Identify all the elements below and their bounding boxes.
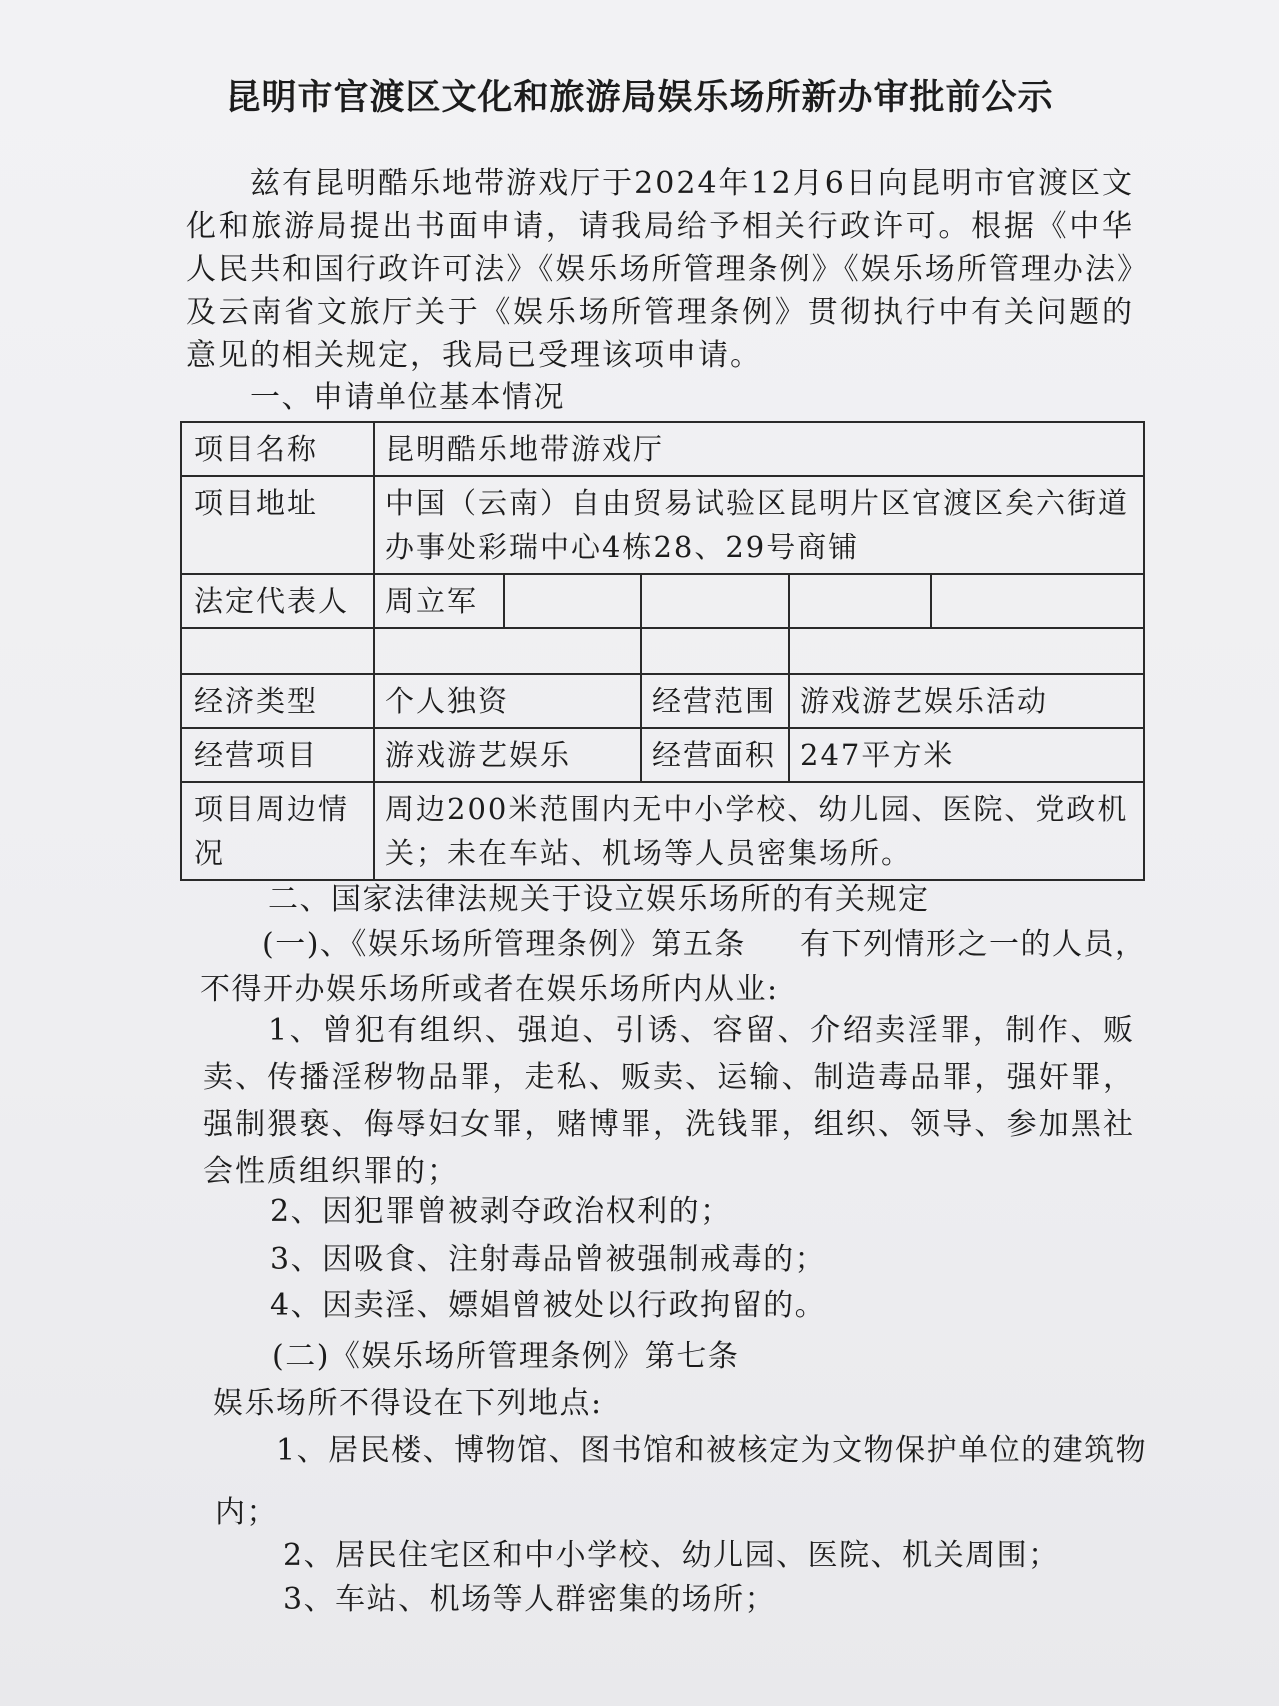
article7-item-2: 2、居民住宅区和中小学校、幼儿园、医院、机关周围； (283, 1538, 1060, 1573)
legal-rep-value: 周立军 (374, 574, 504, 628)
article5-item-2: 2、因犯罪曾被剥夺政治权利的； (270, 1194, 732, 1229)
business-area-label: 经营面积 (641, 728, 789, 782)
business-area-value: 247平方米 (789, 728, 1144, 782)
surroundings-value: 周边200米范围内无中小学校、幼儿园、医院、党政机关；未在车站、机场等人员密集场所。 (374, 782, 1144, 880)
empty-cell (641, 574, 789, 628)
article7-item-1: 1、居民楼、博物馆、图书馆和被核定为文物保护单位的建筑物 (276, 1433, 1148, 1468)
empty-cell (181, 628, 374, 674)
business-item-label: 经营项目 (181, 728, 374, 782)
article5-heading: (一)、《娱乐场所管理条例》第五条 (262, 927, 746, 962)
section2-heading: 二、国家法律法规关于设立娱乐场所的有关规定 (268, 882, 930, 917)
legal-rep-label: 法定代表人 (181, 574, 374, 628)
empty-cell (931, 574, 1144, 628)
empty-cell (789, 628, 1144, 674)
empty-cell (789, 574, 931, 628)
intro-paragraph: 兹有昆明酷乐地带游戏厅于2024年12月6日向昆明市官渡区文化和旅游局提出书面申请，请我局给予相关行政许可。根据《中华人民共和国行政许可法》《娱乐场所管理条例》《娱乐场所管理办法》及云南省文旅厅关于《娱乐场所管理条例》贯彻执行中有关问题的意见的相关规定，我局已受理该项申请。 (186, 166, 1134, 373)
article5-continuation: 不得开办娱乐场所或者在娱乐场所内从业: (200, 972, 779, 1007)
project-address-value: 中国（云南）自由贸易试验区昆明片区官渡区矣六街道办事处彩瑞中心4栋28、29号商铺 (374, 476, 1144, 574)
business-scope-value: 游戏游艺娱乐活动 (789, 674, 1144, 728)
empty-cell (374, 628, 641, 674)
section1-heading: 一、申请单位基本情况 (250, 380, 565, 415)
article7-item-3: 3、车站、机场等人群密集的场所； (283, 1582, 777, 1617)
business-item-value: 游戏游艺娱乐 (374, 728, 641, 782)
article7-item-1-cont: 内； (215, 1495, 278, 1530)
business-scope-label: 经营范围 (641, 674, 789, 728)
document-title: 昆明市官渡区文化和旅游局娱乐场所新办审批前公示 (225, 78, 1054, 118)
surroundings-label: 项目周边情况 (181, 782, 374, 880)
applicant-info-table (180, 421, 1145, 881)
project-name-value: 昆明酷乐地带游戏厅 (374, 422, 1144, 476)
empty-cell (504, 574, 641, 628)
project-address-label: 项目地址 (181, 476, 374, 574)
article5-item-1: 1、曾犯有组织、强迫、引诱、容留、介绍卖淫罪，制作、贩卖、传播淫秽物品罪，走私、贩卖、运输、制造毒品罪，强奸罪，强制猥亵、侮辱妇女罪，赌博罪，洗钱罪，组织、领导、参加黑社会性质组织罪的； (203, 1013, 1135, 1189)
article5-item-3: 3、因吸食、注射毒品曾被强制戒毒的； (270, 1242, 827, 1277)
article7-lead: 娱乐场所不得设在下列地点: (213, 1386, 603, 1421)
empty-cell (641, 628, 789, 674)
economy-type-label: 经济类型 (181, 674, 374, 728)
project-name-label: 项目名称 (181, 422, 374, 476)
article5-item-4: 4、因卖淫、嫖娼曾被处以行政拘留的。 (270, 1288, 827, 1323)
article7-heading: (二)《娱乐场所管理条例》第七条 (272, 1339, 740, 1374)
article5-lead: 有下列情形之一的人员， (800, 927, 1147, 962)
economy-type-value: 个人独资 (374, 674, 641, 728)
